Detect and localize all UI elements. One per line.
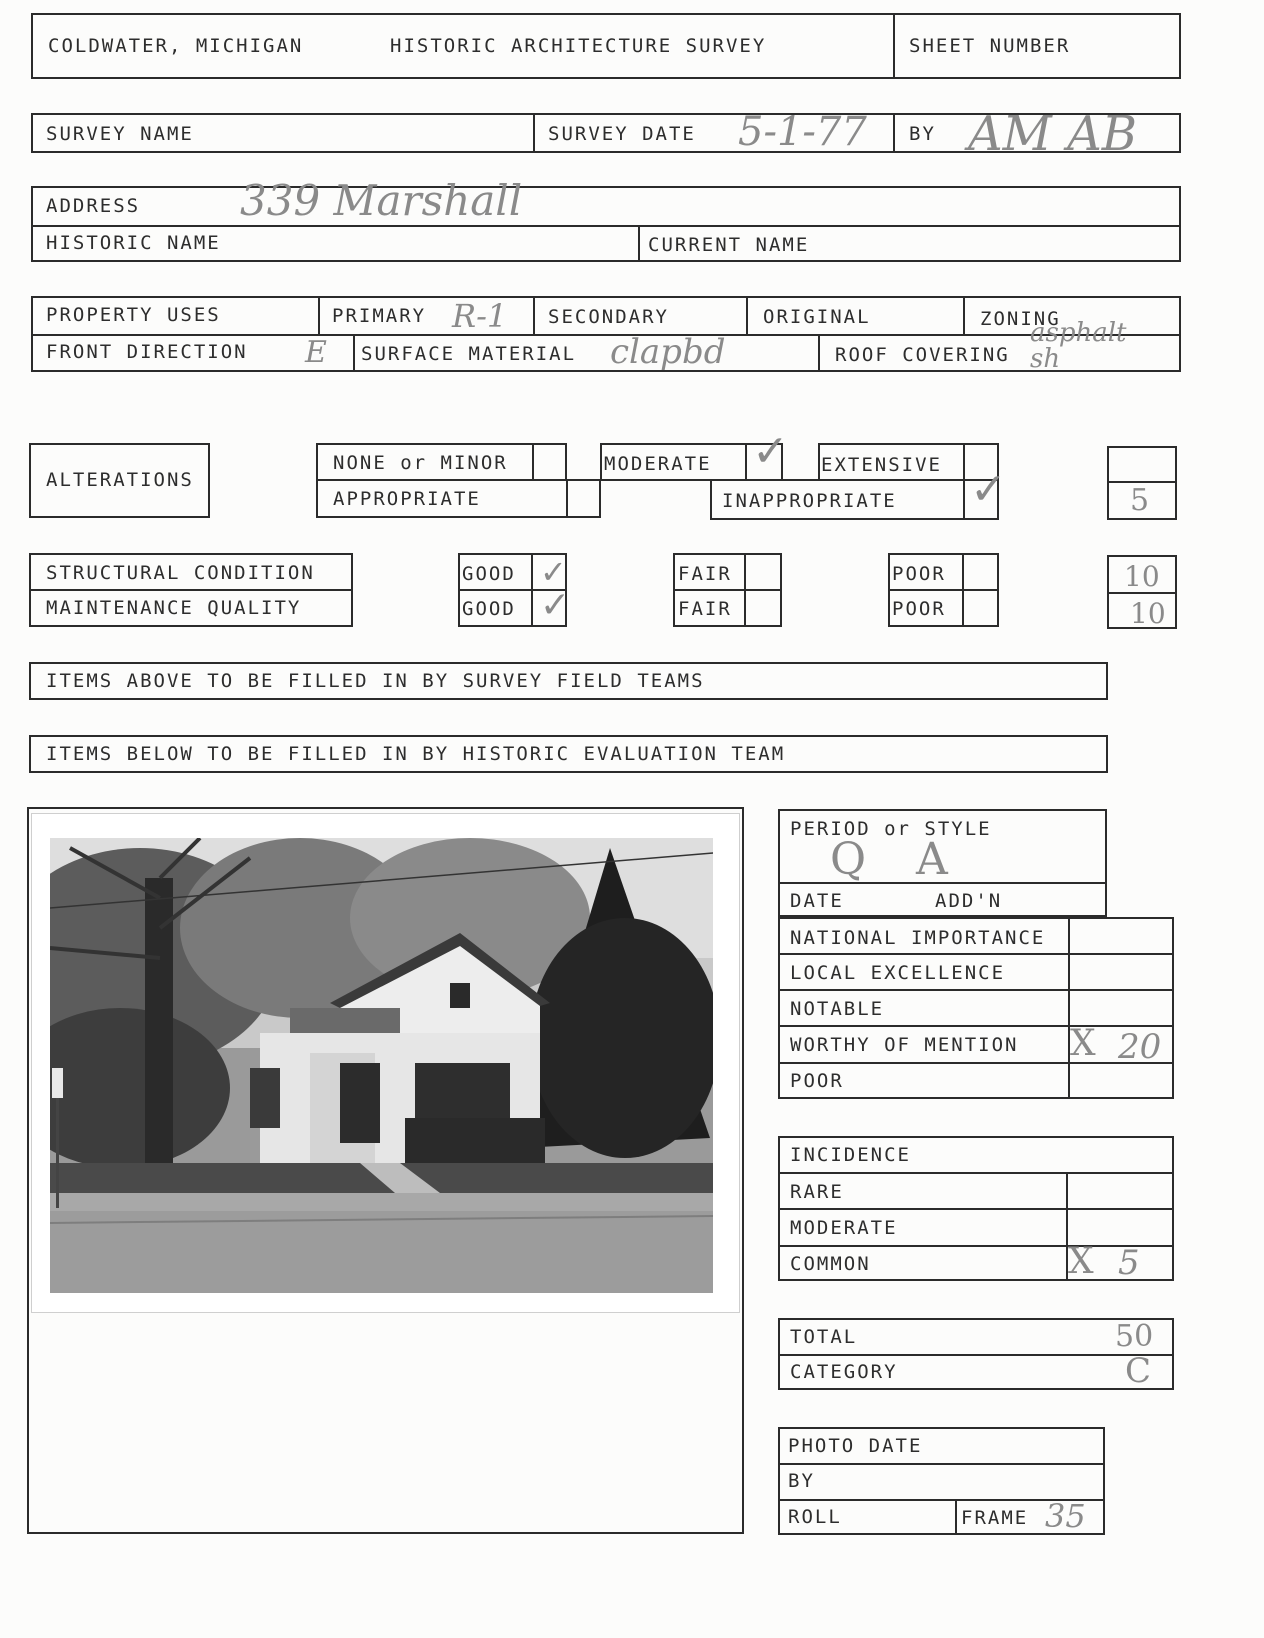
category-label: CATEGORY bbox=[790, 1361, 898, 1383]
maintenance-quality-label: MAINTENANCE QUALITY bbox=[46, 597, 302, 619]
photo-by-label: BY bbox=[788, 1470, 815, 1492]
survey-by-value: AM AB bbox=[968, 106, 1138, 162]
primary-value: R-1 bbox=[452, 297, 508, 335]
surface-material-label: SURFACE MATERIAL bbox=[361, 343, 577, 365]
period-label: PERIOD or STYLE bbox=[790, 818, 992, 840]
roof-covering-label: ROOF COVERING bbox=[835, 344, 1010, 366]
rare-label: RARE bbox=[790, 1181, 844, 1203]
structural-score: 10 bbox=[1124, 560, 1160, 593]
poor-label: POOR bbox=[790, 1070, 844, 1092]
worthy-mark: X bbox=[1070, 1023, 1096, 1064]
structural-fair-label: FAIR bbox=[678, 563, 732, 585]
structural-good-label: GOOD bbox=[462, 563, 516, 585]
structural-good-check: ✓ bbox=[540, 553, 567, 591]
date-label: DATE bbox=[790, 890, 844, 912]
total-value: 50 bbox=[1115, 1319, 1154, 1354]
surface-material-value: clapbd bbox=[610, 332, 726, 372]
alterations-score: 5 bbox=[1130, 483, 1150, 518]
structural-poor-label: POOR bbox=[892, 563, 946, 585]
maintenance-score: 10 bbox=[1130, 597, 1166, 630]
maintenance-good-label: GOOD bbox=[462, 598, 516, 620]
historic-name-label: HISTORIC NAME bbox=[46, 232, 221, 254]
common-score: 5 bbox=[1118, 1243, 1140, 1283]
current-name-label: CURRENT NAME bbox=[648, 234, 810, 256]
total-label: TOTAL bbox=[790, 1326, 858, 1348]
inappropriate-label: INAPPROPRIATE bbox=[722, 490, 897, 512]
period-value: Q A bbox=[830, 834, 966, 885]
survey-name-label: SURVEY NAME bbox=[46, 123, 194, 145]
primary-label: PRIMARY bbox=[332, 305, 427, 327]
maintenance-fair-label: FAIR bbox=[678, 598, 732, 620]
zoning-label: ZONING bbox=[980, 308, 1061, 330]
maintenance-good-check: ✓ bbox=[540, 585, 571, 626]
worthy-of-mention-label: WORTHY OF MENTION bbox=[790, 1034, 1019, 1056]
moderate-incidence-label: MODERATE bbox=[790, 1217, 898, 1239]
header-location: COLDWATER, MICHIGAN bbox=[48, 35, 304, 57]
addn-label: ADD'N bbox=[935, 890, 1003, 912]
house-photograph bbox=[50, 838, 713, 1293]
address-label: ADDRESS bbox=[46, 195, 141, 217]
survey-date-label: SURVEY DATE bbox=[548, 123, 696, 145]
front-direction-label: FRONT DIRECTION bbox=[46, 341, 248, 363]
note-below: ITEMS BELOW TO BE FILLED IN BY HISTORIC EVALUATION TEAM bbox=[46, 743, 786, 765]
worthy-score: 20 bbox=[1118, 1027, 1162, 1067]
common-mark: X bbox=[1068, 1241, 1094, 1282]
maintenance-poor-label: POOR bbox=[892, 598, 946, 620]
photo-date-label: PHOTO DATE bbox=[788, 1435, 923, 1457]
moderate-label: MODERATE bbox=[604, 453, 712, 475]
national-importance-label: NATIONAL IMPORTANCE bbox=[790, 927, 1046, 949]
frame-value: 35 bbox=[1045, 1497, 1086, 1535]
property-uses-label: PROPERTY USES bbox=[46, 304, 221, 326]
roof-covering-value: asphalt sh bbox=[1030, 318, 1127, 374]
alterations-label: ALTERATIONS bbox=[46, 469, 194, 491]
sheet-number-label: SHEET NUMBER bbox=[909, 35, 1071, 57]
common-label: COMMON bbox=[790, 1253, 871, 1275]
inappropriate-check: ✓ bbox=[970, 464, 1007, 515]
note-above: ITEMS ABOVE TO BE FILLED IN BY SURVEY FIELD TEAMS bbox=[46, 670, 705, 692]
front-direction-value: E bbox=[305, 335, 327, 370]
moderate-check: ✓ bbox=[752, 426, 789, 477]
frame-label: FRAME bbox=[961, 1507, 1029, 1529]
structural-condition-label: STRUCTURAL CONDITION bbox=[46, 562, 315, 584]
appropriate-label: APPROPRIATE bbox=[333, 488, 481, 510]
none-minor-label: NONE or MINOR bbox=[333, 452, 508, 474]
local-excellence-label: LOCAL EXCELLENCE bbox=[790, 962, 1006, 984]
secondary-label: SECONDARY bbox=[548, 306, 669, 328]
address-value: 339 Marshall bbox=[240, 176, 523, 225]
survey-by-label: BY bbox=[909, 123, 936, 145]
original-label: ORIGINAL bbox=[763, 306, 871, 328]
roll-label: ROLL bbox=[788, 1506, 842, 1528]
survey-date-value: 5-1-77 bbox=[738, 109, 867, 155]
header-title: HISTORIC ARCHITECTURE SURVEY bbox=[390, 35, 767, 57]
notable-label: NOTABLE bbox=[790, 998, 885, 1020]
category-value: C bbox=[1125, 1351, 1152, 1391]
extensive-label: EXTENSIVE bbox=[821, 454, 942, 476]
incidence-label: INCIDENCE bbox=[790, 1144, 911, 1166]
